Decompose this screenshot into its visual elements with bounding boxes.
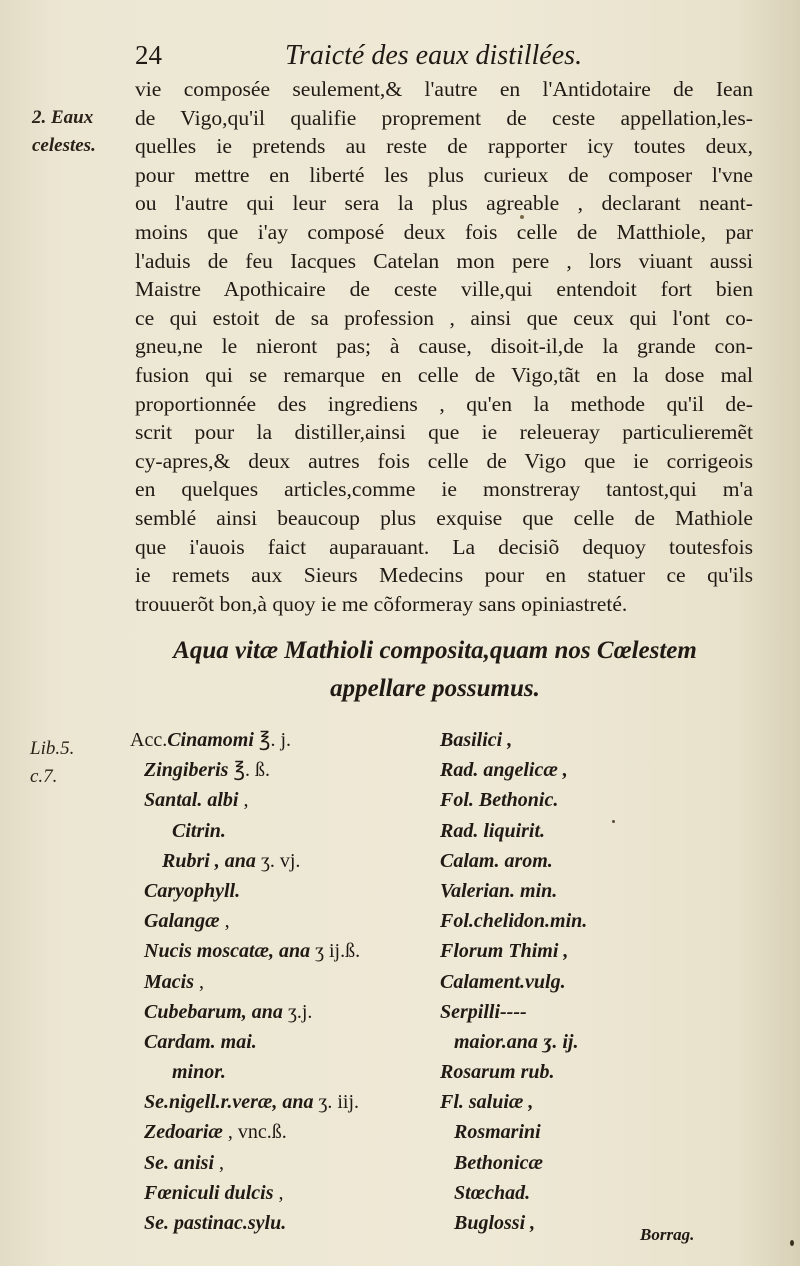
margin-note-word-2: celestes. (32, 135, 96, 156)
ingredient-line (440, 1057, 760, 1087)
ingredient-name: Cubebarum, ana (144, 1000, 283, 1023)
ingredient-name: Buglossi , (454, 1212, 536, 1234)
ingredient-line (130, 1027, 430, 1057)
ingredient-name: maior.ana ʒ. ij. (454, 1030, 579, 1053)
ingredient-line (130, 1057, 430, 1087)
ingredient-dose: , (273, 1181, 284, 1204)
text-line: cy-apres,& deux autres fois celle de Vigo que ie corrigeois (135, 448, 753, 473)
text-line: proportionnée des ingrediens , qu'en la methode qu'il de- (135, 391, 753, 416)
text-line: quelles ie pretends au reste de rapporter icy toutes deux, (135, 134, 753, 159)
ingredient-line (440, 876, 760, 906)
ingredient-name: Bethonicæ (454, 1151, 543, 1174)
ingredient-line (130, 816, 430, 846)
ingredient-line (440, 846, 760, 876)
ingredient-name: Se. pastinac.sylu. (144, 1212, 287, 1234)
ingredient-line (130, 785, 430, 815)
ingredient-line (440, 785, 760, 815)
ingredient-dose: , vnc.ß. (222, 1121, 287, 1144)
ingredient-name: Fol. Bethonic. (440, 789, 559, 812)
ingredient-line (440, 816, 760, 846)
ingredient-name: Rosmarini (454, 1121, 541, 1144)
ingredient-line (130, 1117, 430, 1147)
text-line: l'aduis de feu Iacques Catelan mon pere , lors viuant aussi (135, 248, 753, 273)
ingredient-name: Rad. angelicæ , (440, 759, 568, 782)
text-line: que i'auois faict auparauant. La decisiõ dequoy toutesfois (135, 534, 753, 559)
ingredient-line (130, 755, 430, 785)
ingredient-dose: , (219, 910, 230, 933)
text-line: trouuerõt bon,à quoy ie me cõformeray sans opiniastreté. (135, 591, 628, 616)
ingredient-line (440, 755, 760, 785)
ingredient-line (440, 967, 760, 997)
recipe-title-line-2: appellare possumus. (330, 675, 540, 702)
text-line: ou l'autre qui leur sera la plus agreable , declarant neant- (135, 191, 753, 216)
ingredient-dose: ʒ. vj. (255, 849, 301, 872)
ingredient-line (130, 725, 430, 755)
ingredient-name: Galangæ (144, 910, 220, 933)
ingredient-dose: ʒ ij.ß. (310, 940, 361, 963)
ingredient-line (130, 1087, 430, 1117)
ingredient-line (440, 1117, 760, 1147)
ingredient-line (440, 1087, 760, 1117)
ingredient-line (130, 1178, 430, 1208)
ingredient-name: Se. anisi (144, 1151, 215, 1174)
ingredient-dose: , (238, 789, 249, 812)
ingredient-line (130, 936, 430, 966)
ingredient-name: Rad. liquirit. (440, 819, 546, 842)
ingredient-name: Rosarum rub. (440, 1061, 555, 1084)
ingredient-name: Nucis moscatæ, ana (144, 940, 311, 963)
text-line: Maistre Apothicaire de ceste ville,qui entendoit fort bien (135, 277, 753, 302)
ingredient-name: Caryophyll. (144, 879, 241, 902)
ingredient-line (440, 906, 760, 936)
text-line: en quelques articles,comme ie monstreray tantost,qui m'a (135, 477, 753, 502)
ingredient-name: Macis (144, 970, 194, 993)
ingredient-line (130, 876, 430, 906)
ingredient-name: Rubri , ana (162, 849, 256, 872)
margin-note-word-1: Eaux (51, 107, 94, 128)
ingredient-line (130, 906, 430, 936)
text-line: scrit pour la distiller,ainsi que ie releueray particulieremẽt (135, 420, 753, 445)
ingredient-name: Se.nigell.r.veræ, ana (144, 1091, 314, 1114)
ingredient-dose: ℥. j. (253, 729, 292, 751)
ingredient-dose: ʒ. iij. (313, 1091, 359, 1114)
ingredient-line (440, 1178, 760, 1208)
ingredient-name: Fœniculi dulcis (144, 1181, 274, 1204)
ingredient-line (130, 1208, 430, 1238)
ingredient-line (130, 846, 430, 876)
text-line: moins que i'ay composé deux fois celle de Matthiole, par (135, 219, 753, 244)
ingredient-dose: ℥. ß. (228, 759, 271, 782)
ingredient-name: Santal. albi (144, 789, 239, 812)
ingredient-line (440, 997, 760, 1027)
margin-note-lib: Lib.5. (30, 738, 75, 759)
ingredient-name: Fl. saluiæ , (440, 1091, 534, 1114)
margin-note-eaux-celestes (32, 104, 96, 160)
ingredient-name: Stœchad. (454, 1181, 531, 1204)
text-line: gneu,ne le nieront pas; à cause, disoit-il,de la grande con- (135, 334, 753, 359)
ingredient-name: Cardam. mai. (144, 1030, 257, 1053)
ingredient-name: Citrin. (172, 819, 226, 842)
ingredient-dose: , (214, 1151, 225, 1174)
ingredient-line (440, 1027, 760, 1057)
ingredient-line (440, 725, 760, 755)
ingredient-name: Basilici , (440, 729, 513, 751)
foxing-spot (790, 1240, 794, 1246)
catchword: Borrag. (640, 1225, 695, 1244)
text-line: vie composée seulement,& l'autre en l'Antidotaire de Iean (135, 77, 753, 101)
ingredient-name: Florum Thimi , (440, 940, 569, 963)
page-header (135, 40, 750, 74)
text-line: de Vigo,qu'il qualifie proprement de ceste appellation,les- (135, 105, 753, 130)
ingredient-name: Serpilli---- (440, 1000, 527, 1023)
text-line: ce qui estoit de sa profession , ainsi que ceux qui l'ont co- (135, 305, 753, 330)
ingredient-dose: ʒ.j. (282, 1000, 313, 1023)
ingredient-name: Calam. arom. (440, 849, 553, 872)
margin-note-chapter: c.7. (30, 766, 58, 787)
ingredient-line (440, 936, 760, 966)
ingredient-dose: , (194, 970, 204, 993)
text-line: pour mettre en liberté les plus curieux de composer l'vne (135, 162, 753, 187)
ingredient-line (440, 1148, 760, 1178)
text-line: semblé ainsi beaucoup plus exquise que celle de Mathiole (135, 505, 753, 530)
ingredient-name: minor. (172, 1061, 226, 1084)
running-title: Traicté des eaux distillées. (285, 40, 583, 71)
body-text (135, 75, 753, 618)
ingredient-name: Cinamomi (167, 729, 254, 751)
margin-note-number: 2. (32, 107, 47, 128)
ingredient-line (130, 1148, 430, 1178)
ingredient-line (440, 1208, 760, 1238)
recipe-title (110, 632, 760, 708)
ingredients-right-column (440, 725, 760, 1238)
page-number: 24 (135, 40, 162, 70)
ingredients-left-column (130, 725, 430, 1238)
ingredient-name: Zingiberis (144, 759, 229, 782)
ingredient-name: Valerian. min. (440, 879, 558, 902)
margin-note-lib-ref (30, 735, 74, 791)
ingredient-line (130, 997, 430, 1027)
text-line: fusion qui se remarque en celle de Vigo,tãt en la dose mal (135, 362, 753, 387)
ingredient-name: Fol.chelidon.min. (440, 910, 588, 933)
ingredient-name: Calament.vulg. (440, 970, 566, 993)
ingredient-prefix: Acc. (130, 729, 168, 751)
ingredient-name: Zedoariæ (144, 1121, 223, 1144)
recipe-title-line-1: Aqua vitæ Mathioli composita,quam nos Cœlestem (173, 637, 697, 664)
ingredient-line (130, 967, 430, 997)
text-line: ie remets aux Sieurs Medecins pour en statuer ce qu'ils (135, 563, 753, 588)
